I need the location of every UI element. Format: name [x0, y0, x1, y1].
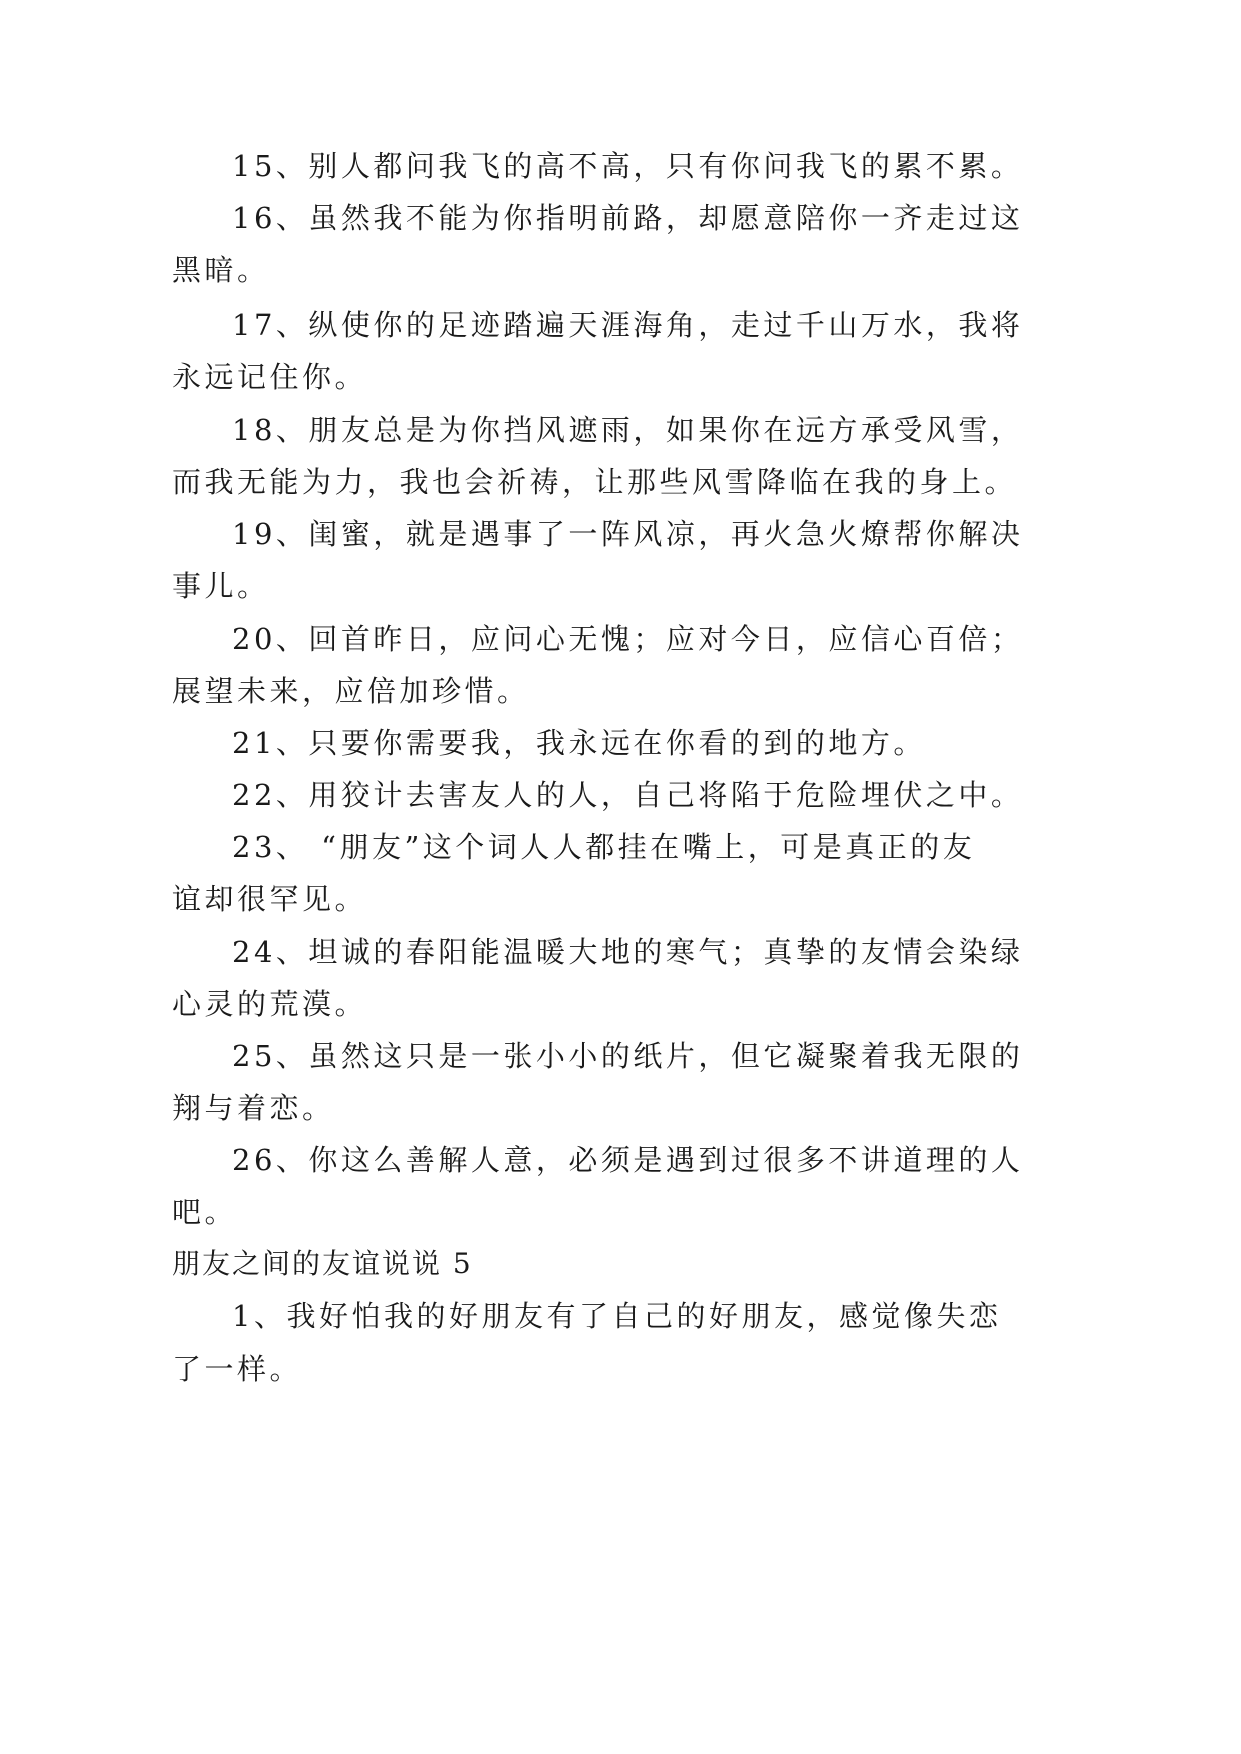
paragraph-26-line-2: 吧。	[172, 1195, 238, 1229]
paragraph-19-line-1: 19、闺蜜，就是遇事了一阵风凉，再火急火燎帮你解决	[232, 517, 1024, 551]
paragraph-17-line-2: 永远记住你。	[172, 360, 368, 394]
paragraph-25-line-2: 翔与着恋。	[172, 1091, 335, 1125]
paragraph-20-line-1: 20、回首昨日，应问心无愧；应对今日，应信心百倍；	[232, 622, 1024, 656]
paragraph-24-line-1: 24、坦诚的春阳能温暖大地的寒气；真挚的友情会染绿	[232, 935, 1024, 969]
section-heading: 朋友之间的友谊说说 5	[172, 1247, 473, 1280]
paragraph-16-line-2: 黑暗。	[172, 253, 270, 287]
paragraph-26-line-1: 26、你这么善解人意，必须是遇到过很多不讲道理的人	[232, 1143, 1024, 1177]
paragraph-15-line-1: 15、别人都问我飞的高不高，只有你问我飞的累不累。	[232, 149, 1024, 183]
paragraph-19-line-2: 事儿。	[172, 569, 270, 603]
paragraph-18-line-2: 而我无能为力，我也会祈祷，让那些风雪降临在我的身上。	[172, 465, 1018, 499]
paragraph-20-line-2: 展望未来，应倍加珍惜。	[172, 674, 530, 708]
paragraph-22-line-1: 22、用狡计去害友人的人，自己将陷于危险埋伏之中。	[232, 778, 1024, 812]
paragraph-23-line-1: 23、 “朋友”这个词人人都挂在嘴上，可是真正的友	[232, 830, 976, 864]
paragraph-24-line-2: 心灵的荒漠。	[172, 987, 368, 1021]
paragraph-23-line-2: 谊却很罕见。	[172, 882, 368, 916]
paragraph-18-line-1: 18、朋友总是为你挡风遮雨，如果你在远方承受风雪，	[232, 413, 1024, 447]
paragraph-16-line-1: 16、虽然我不能为你指明前路，却愿意陪你一齐走过这	[232, 201, 1024, 235]
paragraph-21-line-1: 21、只要你需要我，我永远在你看的到的地方。	[232, 726, 926, 760]
paragraph-17-line-1: 17、纵使你的足迹踏遍天涯海角，走过千山万水，我将	[232, 308, 1024, 342]
paragraph-1-line-2: 了一样。	[172, 1352, 303, 1386]
paragraph-1-line-1: 1、我好怕我的好朋友有了自己的好朋友，感觉像失恋	[232, 1299, 1002, 1333]
paragraph-25-line-1: 25、虽然这只是一张小小的纸片，但它凝聚着我无限的	[232, 1039, 1024, 1073]
